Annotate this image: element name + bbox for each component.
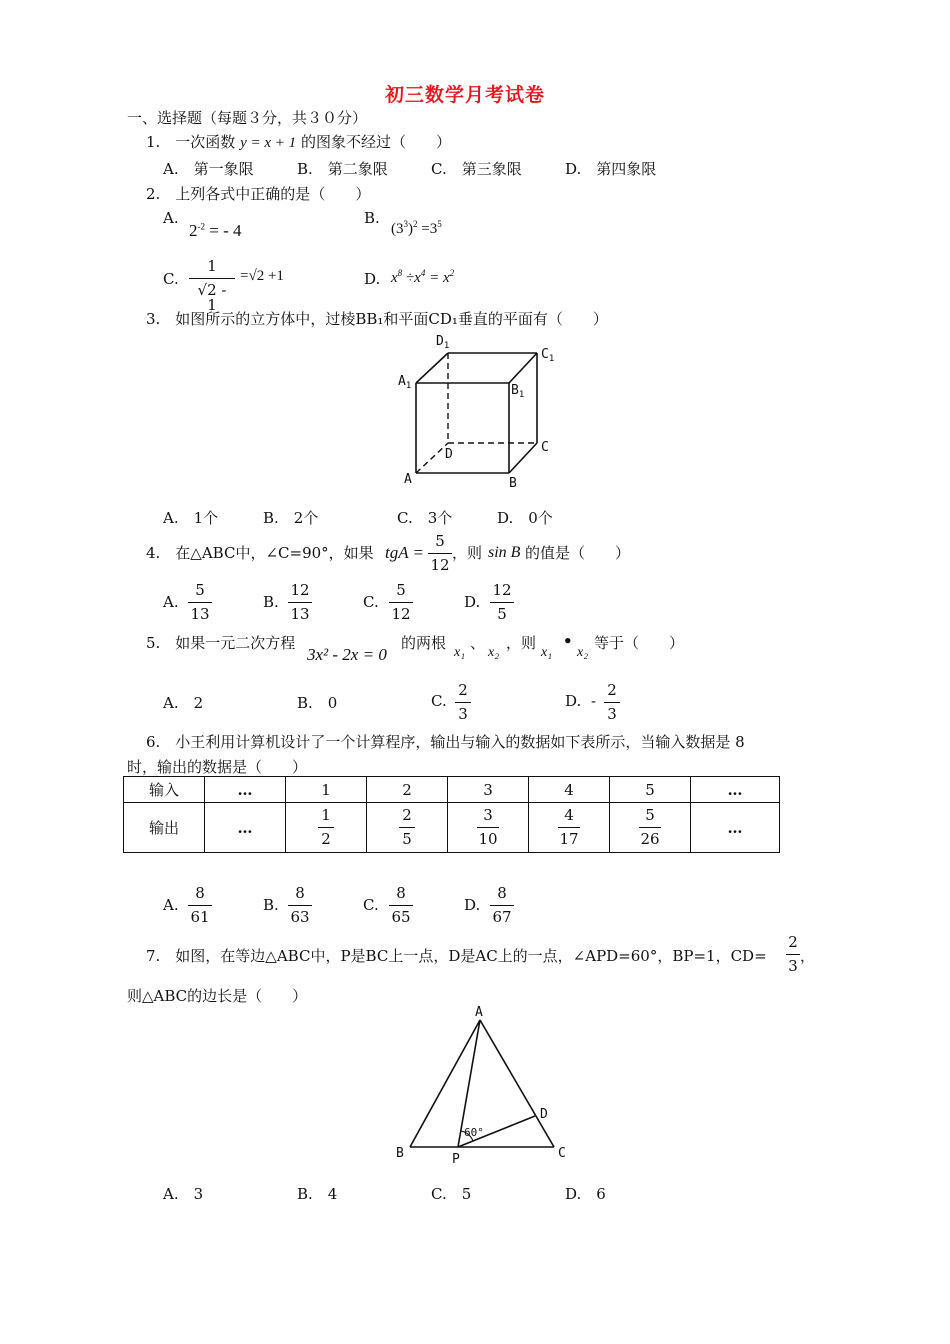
numerator: 2: [402, 805, 412, 824]
q2-option-b[interactable]: B.: [364, 209, 380, 227]
page-title: 初三数学月考试卷: [385, 84, 546, 106]
denominator: 2: [321, 829, 331, 848]
edge-b1c1: [509, 353, 537, 383]
denominator: 63: [290, 908, 310, 926]
q6-option-c-fraction: [389, 886, 413, 925]
fraction-bar: [288, 905, 312, 906]
q4-stem-a: 4. 在△ABC中，∠C=90°，如果: [146, 544, 374, 562]
denominator: 17: [559, 829, 579, 848]
vertex-label-c1: $C_1$: [541, 347, 555, 364]
numerator: 5: [396, 581, 406, 599]
output-cell: …: [691, 803, 780, 853]
fraction-bar: [477, 827, 499, 828]
output-cell: [610, 803, 691, 853]
q4-option-a[interactable]: A.: [163, 593, 179, 611]
q5-x1: x₁: [454, 645, 466, 660]
numerator: 8: [195, 884, 205, 902]
vertex-label-a: A: [404, 472, 412, 487]
fraction-bar: [604, 702, 620, 703]
input-cell: 1: [286, 777, 367, 803]
q2-option-c[interactable]: C.: [163, 270, 179, 288]
q5-stem-b: 的两根: [401, 634, 447, 652]
q2-option-d[interactable]: D.: [364, 270, 381, 288]
q5-stem-c: ，则: [506, 634, 537, 652]
numerator: 8: [396, 884, 406, 902]
q4-tg: tgA =: [385, 543, 425, 562]
table-row-output: [124, 803, 780, 853]
q5-equation: 3x² - 2x = 0: [307, 645, 387, 664]
fraction-bar: [189, 278, 235, 279]
input-label: 输入: [124, 777, 205, 803]
q2-expr-a-rhs: = - 4: [209, 221, 242, 240]
numerator: 8: [295, 884, 305, 902]
q5-dot: •: [563, 632, 573, 650]
q4-option-d[interactable]: D.: [464, 593, 481, 611]
q5-stem-d: 等于（ ）: [594, 634, 685, 652]
q2-c-numerator: 1: [207, 257, 217, 275]
io-table: [123, 776, 780, 853]
q2-option-a[interactable]: A.: [163, 209, 179, 227]
q6-option-b[interactable]: B.: [263, 896, 279, 914]
q6-option-b-fraction: [288, 886, 312, 925]
denominator: 61: [190, 908, 210, 926]
q2-expr-c-fraction: [189, 259, 235, 313]
q2-expr-b: $(3^3)^2 =3^5$: [391, 219, 442, 237]
q2-expr-a: $2^{-2}$ = - 4: [189, 221, 242, 240]
numerator: 8: [497, 884, 507, 902]
q1-option-a[interactable]: A. 第一象限: [163, 160, 254, 178]
q5-x1-product: x₁: [541, 645, 553, 660]
question-3: 3. 如图所示的立方体中，过棱BB₁和平面CD₁垂直的平面有（ ）: [146, 310, 608, 328]
output-label: 输出: [124, 803, 205, 853]
output-cell: [529, 803, 610, 853]
fraction-bar: [490, 905, 514, 906]
fraction-bar: [428, 553, 452, 554]
input-cell: …: [205, 777, 286, 803]
numerator: 3: [483, 805, 493, 824]
question-1: [146, 131, 451, 152]
q6-option-d-fraction: [490, 886, 514, 925]
q2-expr-b-rhs: =3: [421, 221, 438, 237]
q4-given-numerator: 5: [435, 532, 445, 550]
fraction-bar: [288, 602, 312, 603]
section-heading: 一、选择题（每题３分，共３０分）: [127, 109, 368, 127]
q4-stem-c: 的值是（ ）: [525, 544, 631, 562]
q1-function: y = x + 1: [240, 135, 297, 151]
angle-label: 60°: [464, 1126, 484, 1139]
side-ac: [480, 1020, 554, 1147]
q3-option-a[interactable]: A. 1个: [163, 509, 219, 527]
q4-option-c-fraction: [389, 583, 413, 622]
denominator: 67: [492, 908, 512, 926]
fraction-bar: [490, 602, 514, 603]
q4-option-c[interactable]: C.: [363, 593, 379, 611]
q4-option-b[interactable]: B.: [263, 593, 279, 611]
denominator: 65: [391, 908, 411, 926]
denominator: 10: [478, 829, 498, 848]
q7-stem-line1: 7. 如图，在等边△ABC中，P是BC上一点，D是AC上的一点，∠APD=60°，BP=1，CD=: [146, 947, 767, 965]
output-cell: [448, 803, 529, 853]
q5-option-d[interactable]: D.: [565, 692, 582, 710]
input-cell: …: [691, 777, 780, 803]
vertex-label-d1: $D_1$: [436, 334, 450, 351]
numerator: 12: [290, 581, 310, 599]
q6-option-a-fraction: [188, 886, 212, 925]
fraction-bar: [558, 827, 580, 828]
q4-given-fraction: [428, 534, 452, 573]
denominator: 3: [607, 705, 617, 723]
q7-option-a[interactable]: A. 3: [163, 1185, 204, 1203]
q5-option-d-fraction: [604, 683, 620, 722]
q4-sinb: sin B: [488, 544, 521, 561]
q1-stem-b: 的图象不经过（ ）: [300, 133, 451, 151]
q7-option-b[interactable]: B. 4: [297, 1185, 338, 1203]
numerator: 5: [195, 581, 205, 599]
denominator: 5: [402, 829, 412, 848]
fraction-bar: [188, 602, 212, 603]
q5-option-b[interactable]: B. 0: [297, 694, 338, 712]
denominator: 5: [497, 605, 507, 623]
numerator: 2: [607, 681, 617, 699]
q4-stem-b: ，则: [452, 544, 483, 562]
q6-option-c[interactable]: C.: [363, 896, 379, 914]
input-cell: 2: [367, 777, 448, 803]
edge-a1d1: [416, 353, 448, 383]
table-row-input: [124, 777, 780, 803]
vertex-label-b: B: [396, 1146, 404, 1161]
denominator: 3: [788, 957, 798, 975]
output-cell: [286, 803, 367, 853]
input-cell: 5: [610, 777, 691, 803]
output-cell: [367, 803, 448, 853]
numerator: 12: [492, 581, 512, 599]
triangle-figure: [388, 1000, 578, 1172]
q6-stem-line1: 6. 小王利用计算机设计了一个计算程序，输出与输入的数据如下表所示，当输入数据是 8: [146, 733, 745, 751]
numerator: 1: [321, 805, 331, 824]
vertex-label-c: C: [541, 440, 549, 455]
q2-c-denominator: √2 - 1: [197, 281, 227, 314]
q5-x2-product: x₂: [577, 645, 589, 660]
q5-option-d-sign: -: [591, 692, 597, 710]
vertex-label-a1: $A_1$: [398, 374, 412, 391]
q1-stem-a: 1. 一次函数: [146, 133, 236, 151]
q6-option-d[interactable]: D.: [464, 896, 481, 914]
fraction-bar: [188, 905, 212, 906]
q7-cd-fraction: [786, 935, 800, 974]
vertex-label-b: B: [509, 476, 517, 491]
input-cell: 4: [529, 777, 610, 803]
vertex-label-d: D: [445, 447, 453, 462]
output-cell: …: [205, 803, 286, 853]
fraction-bar: [389, 602, 413, 603]
numerator: 5: [645, 805, 655, 824]
q5-option-a[interactable]: A. 2: [163, 694, 204, 712]
q1-option-d[interactable]: D. 第四象限: [565, 160, 657, 178]
vertex-label-p: P: [452, 1152, 460, 1167]
vertex-label-c: C: [558, 1146, 566, 1161]
vertex-label-a: A: [475, 1005, 483, 1020]
q5-stem-a: 5. 如果一元二次方程: [146, 634, 296, 652]
q5-option-c[interactable]: C.: [431, 692, 447, 710]
q2-expr-c-rhs: =√2 +1: [240, 268, 284, 284]
q1-option-c[interactable]: C. 第三象限: [431, 160, 522, 178]
q3-option-d[interactable]: D. 0个: [497, 509, 553, 527]
input-cell: 3: [448, 777, 529, 803]
denominator: 12: [391, 605, 411, 623]
fraction-bar: [639, 827, 661, 828]
q5-sep: 、: [470, 634, 486, 652]
vertex-label-b1: $B_1$: [511, 383, 525, 400]
fraction-bar: [455, 702, 471, 703]
fraction-bar: [318, 827, 334, 828]
fraction-bar: [399, 827, 415, 828]
edge-bc: [509, 443, 537, 473]
edge-ad-hidden: [416, 443, 448, 473]
denominator: 13: [190, 605, 210, 623]
vertex-label-d: D: [540, 1107, 548, 1122]
q7-option-c[interactable]: C. 5: [431, 1185, 472, 1203]
numerator: 2: [458, 681, 468, 699]
cube-figure: [392, 330, 562, 495]
q4-option-b-fraction: [288, 583, 312, 622]
q7-option-d[interactable]: D. 6: [565, 1185, 606, 1203]
q1-option-b[interactable]: B. 第二象限: [297, 160, 388, 178]
question-2: 2. 上列各式中正确的是（ ）: [146, 185, 371, 203]
q6-stem-line2: 时，输出的数据是（ ）: [127, 758, 308, 776]
q7-stem-line2: 则△ABC的边长是（ ）: [127, 987, 308, 1005]
denominator: 3: [458, 705, 468, 723]
fraction-bar: [786, 954, 800, 955]
numerator: 2: [788, 933, 798, 951]
fraction-bar: [389, 905, 413, 906]
q5-option-c-fraction: [455, 683, 471, 722]
q4-option-a-fraction: [188, 583, 212, 622]
q5-x2: x₂: [488, 645, 500, 660]
q4-given-denominator: 12: [430, 556, 450, 574]
denominator: 26: [640, 829, 660, 848]
q4-option-d-fraction: [490, 583, 514, 622]
q3-option-b[interactable]: B. 2个: [263, 509, 319, 527]
q2-expr-d-op: ÷: [405, 270, 415, 286]
q3-option-c[interactable]: C. 3个: [397, 509, 453, 527]
numerator: 4: [564, 805, 574, 824]
q2-expr-d: $x^8 \div x^4 = x^2$: [391, 268, 455, 286]
q7-comma: ，: [800, 947, 816, 965]
q6-option-a[interactable]: A.: [163, 896, 179, 914]
denominator: 13: [290, 605, 310, 623]
